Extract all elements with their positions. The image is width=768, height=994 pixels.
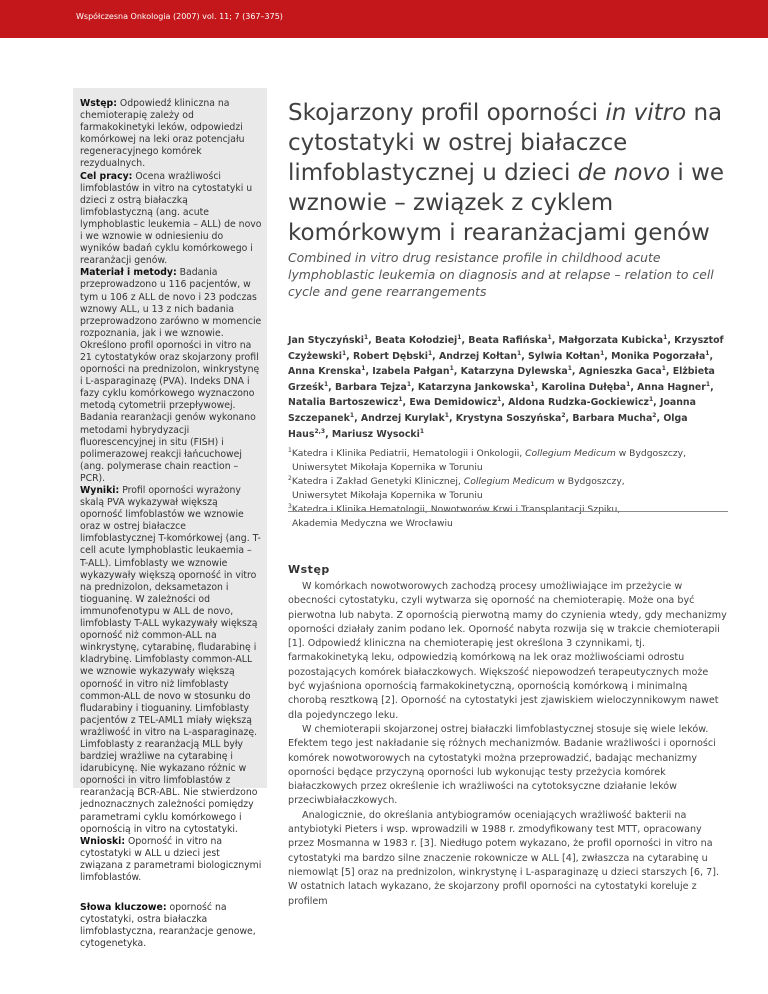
abstract-intro-label: Wstęp: bbox=[80, 98, 117, 109]
author-affiliation-mark: 1 bbox=[323, 380, 329, 388]
author-affiliation-mark: 1 bbox=[663, 333, 668, 341]
affiliation-line bbox=[288, 503, 728, 517]
author-name: Anna Krenska bbox=[288, 366, 362, 378]
author-name: Barbara Mucha bbox=[572, 412, 653, 424]
author-affiliation-mark: 1 bbox=[406, 380, 412, 388]
author-name: Beata Kołodziej bbox=[374, 335, 458, 346]
affiliation-line: Uniwersytet Mikołaja Kopernika w Toruniu bbox=[292, 489, 483, 501]
author-name: Sylwia Kołtan bbox=[528, 350, 601, 362]
section-heading: Wstęp bbox=[288, 563, 330, 576]
author-affiliation-mark: 1 bbox=[363, 333, 369, 341]
author-name: Małgorzata Kubicka bbox=[558, 335, 664, 346]
affiliation-text: Katedra i Klinika Hematologii, Nowotworów Krwi i Transplantacji Szpiku, bbox=[291, 503, 621, 515]
abstract-methods bbox=[80, 267, 262, 485]
abstract-aim bbox=[80, 171, 262, 268]
author-affiliation-mark: 2,3 bbox=[314, 427, 326, 435]
author-name: Anna Hagner bbox=[637, 381, 706, 393]
affiliation-number: 1 bbox=[288, 446, 292, 454]
title-part-italic: in vitro bbox=[605, 100, 687, 126]
author-name: Olga Haus bbox=[288, 412, 688, 440]
author-name: Andrzej Kurylak bbox=[360, 412, 445, 424]
abstract-intro bbox=[80, 98, 262, 171]
abstract-methods-text: Badania przeprowadzono u 116 pacjentów, w tym u 106 z ALL de novo i 23 podczas wznowy ALL, u 13 z nich badania przeprowadzono zarówno w momencie rozpoznania, jak i we wznowie. Określono profil oporności in vitro na 21 cytostatyków oraz skojarzony profil oporności na prednizolon, winkrystynę i L-asparaginazę (PVA). Indeks DNA i fazy cyklu komórkowego wyznaczono metodą cytometrii przepływowej. Badania rearanżacji genów wykonano metodami hybrydyzacji fluorescencyjnej in situ (FISH) i polimerazowej reakcji łańcuchowej (ang. polymerase chain reaction – PCR). bbox=[80, 267, 262, 484]
body-paragraph: W chemioterapii skojarzonej ostrej białaczki limfoblastycznej stosuje się wiele leków. Efektem tego jest nakładanie się różnych mechanizmów. Badanie wrażliwości i oporności komórek nowotworowych na cytostatyki można przeprowadzić, badając mechanizmy oporności będące przyczyną oporności lub wykonując testy przeżycia komórek białaczkowych przez określenie ich wrażliwości na cytotoksyczne działanie leków przeciwbiałaczkowych. bbox=[288, 723, 716, 807]
abstract-keywords-text: oporność na cytostatyki, ostra białaczka limfoblastyczna, rearanżacje genowe, cytogenetyka. bbox=[80, 902, 256, 950]
author-name: Barbara Tejza bbox=[334, 381, 407, 393]
body-paragraph: W komórkach nowotworowych zachodzą procesy umożliwiające im przeżycie w obecności cytostatyku, czyli wytwarza się oporność na chemioterapię. Może ona być pierwotna lub nabyta. Z opornością pierwotną mamy do czynienia wtedy, gdy mechanizmy oporności działały zanim podano lek. Oporność nabyta rozwija się w trakcie chemioterapii [1]. Odpowiedź kliniczna na chemioterapię jest określona 3 czynnikami, tj. farmakokinetyką leku, odpowiedzią komórkową na lek oraz możliwościami odrostu pozostających komórek białaczkowych. Większość niepowodzeń terapeutycznych może być wyjaśniona opornością farmakokinetyczną, opornością komórkową i minimalną chorobą resztkową [2]. Oporność na cytostatyki jest zjawiskiem wieloczynnikowym nawet dla pojedynczego leku. bbox=[288, 581, 727, 721]
author-affiliation-mark: 1 bbox=[661, 365, 666, 373]
author-affiliation-mark: 1 bbox=[567, 365, 572, 373]
title-part: na cytostatyki w ostrej białaczce limfoblastycznej u dzieci bbox=[288, 100, 723, 186]
author-name: Agnieszka Gaca bbox=[578, 366, 662, 378]
affiliation-number: 2 bbox=[288, 474, 292, 482]
affiliation-italic: Collegium Medicum bbox=[463, 475, 555, 487]
author-affiliation-mark: 1 bbox=[457, 333, 462, 341]
author-affiliation-mark: 2 bbox=[652, 411, 657, 419]
english-title: Combined in vitro drug resistance profile in childhood acute lymphoblastic leukemia on diagnosis and at relapse – relation to cell cycle and gene rearrangements bbox=[288, 250, 714, 300]
affiliation-text: w Bydgoszczy, bbox=[615, 448, 687, 459]
author-name: Krzysztof Czyżewski bbox=[288, 335, 724, 362]
author-name: Karolina Dułęba bbox=[541, 381, 627, 393]
author-affiliation-mark: 1 bbox=[648, 396, 654, 404]
author-name: Monika Pogorzała bbox=[611, 350, 706, 362]
author-affiliation-mark: 1 bbox=[427, 349, 433, 357]
affiliation-line bbox=[288, 475, 728, 489]
author-affiliation-mark: 1 bbox=[444, 411, 449, 419]
affiliation-number: 3 bbox=[288, 502, 292, 510]
abstract-intro-text: Odpowiedź kliniczna na chemioterapię zależy od farmakokinetyki leków, odpowiedzi komórkowej na leki oraz potencjału regeneracyjnego komórek rezydualnych. bbox=[80, 98, 245, 170]
affiliation-text: Katedra i Klinika Pediatrii, Hematologii i Onkologii, bbox=[291, 448, 526, 459]
affiliations bbox=[288, 447, 728, 530]
article-title bbox=[288, 98, 728, 248]
affiliation-line: Uniwersytet Mikołaja Kopernika w Toruniu bbox=[292, 461, 483, 473]
body-text bbox=[288, 580, 728, 909]
author-name: Natalia Bartoszewicz bbox=[288, 397, 399, 409]
abstract-keywords bbox=[80, 902, 262, 950]
author-name: Krystyna Soszyńska bbox=[455, 412, 562, 424]
journal-header-bar bbox=[0, 0, 768, 38]
author-name: Beata Rafińska bbox=[468, 335, 548, 346]
affiliation-text: Katedra i Zakład Genetyki Klinicznej, bbox=[291, 475, 464, 487]
abstract-conclusions-label: Wnioski: bbox=[80, 835, 126, 847]
author-affiliation-mark: 1 bbox=[398, 396, 403, 404]
author-name: Joanna Szczepanek bbox=[288, 397, 696, 424]
title-part: Skojarzony profil oporności bbox=[288, 100, 606, 126]
abstract-text bbox=[80, 98, 262, 950]
author-affiliation-mark: 1 bbox=[449, 365, 454, 373]
author-affiliation-mark: 1 bbox=[705, 349, 710, 357]
abstract-results-label: Wyniki: bbox=[80, 485, 120, 496]
author-name: Katarzyna Jankowska bbox=[417, 381, 531, 393]
abstract-aim-text: Ocena wrażliwości limfoblastów in vitro na cytostatyki u dzieci z ostrą białaczką limfoblastyczną (ang. acute lymphoblastic leukemia – ALL) de novo i we wznowie w odniesieniu do wyników badań cyklu komórkowego i rearanżacji genów. bbox=[80, 170, 262, 267]
affiliation-line bbox=[288, 447, 728, 461]
abstract-methods-label: Materiał i metody: bbox=[80, 267, 177, 279]
author-affiliation-mark: 1 bbox=[497, 396, 502, 404]
author-affiliation-mark: 1 bbox=[547, 333, 552, 341]
affiliation-line: Akademia Medyczna we Wrocławiu bbox=[292, 517, 453, 529]
body-paragraph: Analogicznie, do określania antybiogramów oceniających wrażliwość bakterii na antybiotyki Pieters i wsp. wprowadzili w 1988 r. zmodyfikowany test MTT, opracowany przez Mosmanna w 1983 r. [3]. Niedługo potem wykazano, że profil oporności in vitro na cytostatyki ma bardzo silne znaczenie rokownicze w ALL [4], zwłaszcza na cytarabinę u niemowląt [5] oraz na prednizolon, winkrystynę i L-asparaginazę u dzieci starszych [6, 7]. W ostatnich latach wykazano, że skojarzony profil oporności na cytostatyki koreluje z profilem bbox=[288, 809, 719, 907]
author-name: Jan Styczyński bbox=[288, 335, 364, 346]
abstract-keywords-label: Słowa kluczowe: bbox=[80, 902, 167, 914]
author-name: Katarzyna Dylewska bbox=[460, 366, 568, 378]
abstract-results-text: Profil oporności wyrażony skalą PVA wykazywał większą oporność limfoblastów we wznowie oraz w ostrej białaczce limfoblastycznej T-komórkowej (ang. T-cell acute lymphoblastic leukaemia – T-ALL). Limfoblasty we wznowie wykazywały większą oporność in vitro na prednizolon, deksametazon i tioguaninę. W zależności od immunofenotypu w ALL de novo, limfoblasty T-ALL wykazywały większą oporność niż common-ALL na winkrystynę, cytarabinę, fludarabinę i kladrybinę. Limfoblasty common-ALL we wznowie wykazywały większą oporność in vitro niż limfoblasty common-ALL de novo w stosunku do fludarabiny i tioguaniny. Limfoblasty pacjentów z TEL-AML1 miały większą wrażliwość in vitro na L-asparaginazę. Limfoblasty z rearanżacją MLL były bardziej wrażliwe na cytarabinę i idarubicynę. Nie wykazano różnic w oporności in vitro limfoblastów z rearanżacją BCR-ABL. Nie stwierdzono jednoznacznych zależności pomiędzy parametrami cyklu komórkowego i opornością in vitro na cytostatyki. bbox=[80, 485, 261, 835]
author-affiliation-mark: 2 bbox=[561, 411, 566, 419]
author-affiliation-mark: 1 bbox=[600, 349, 605, 357]
abstract-conclusions bbox=[80, 836, 262, 884]
divider bbox=[288, 511, 728, 512]
author-name: Mariusz Wysocki bbox=[331, 428, 420, 440]
affiliation-italic: Collegium Medicum bbox=[525, 448, 616, 459]
author-affiliation-mark: 1 bbox=[341, 349, 347, 357]
author-affiliation-mark: 1 bbox=[705, 380, 711, 388]
author-name: Aldona Rudzka-Gockiewicz bbox=[508, 397, 649, 409]
author-list: Jan Styczyński$^1$, Beata Kołodziej$^1$, Beata Rafińska$^1$, Małgorzata Kubicka$^1$, Krzysztof Czyżewski$^1$, Robert Dębski$^1$, Andrzej Kołtan$^1$, Sylwia Kołtan$^1$, Monika Pogorzała$^1$, Anna Krenska$^1$, Izabela Pałgan$^1$, Katarzyna Dylewska$^1$, Agnieszka Gaca$^1$, Elżbieta Grześk$^1$, Barbara Tejza$^1$, Katarzyna Jankowska$^1$, Karolina Dułęba$^1$, Anna Hagner$^1$, Natalia Bartoszewicz$^1$, Ewa Demidowicz$^1$, Aldona Rudzka-Gockiewicz$^1$, Joanna Szczepanek$^1$, Andrzej Kurylak$^1$, Krystyna Soszyńska$^2$, Barbara Mucha$^2$, Olga Haus$^{2,3}$, Mariusz Wysocki$^1$ bbox=[288, 333, 724, 440]
author-name: Ewa Demidowicz bbox=[409, 397, 498, 409]
affiliation-text: w Bydgoszczy, bbox=[554, 475, 625, 487]
author-affiliation-mark: 1 bbox=[349, 411, 355, 419]
author-name: Izabela Pałgan bbox=[372, 366, 450, 378]
author-affiliation-mark: 1 bbox=[361, 365, 366, 373]
abstract-aim-label: Cel pracy: bbox=[80, 170, 133, 182]
title-part: i we wznowie – związek z cyklem komórkowym i rearanżacjami genów bbox=[288, 160, 725, 246]
journal-citation: Współczesna Onkologia (2007) vol. 11; 7 (367–375) bbox=[76, 12, 283, 21]
abstract-conclusions-text: Oporność in vitro na cytostatyki w ALL u dzieci jest związana z parametrami biologicznymi limfoblastów. bbox=[80, 835, 262, 883]
author-affiliation-mark: 1 bbox=[626, 380, 631, 388]
author-affiliation-mark: 1 bbox=[517, 349, 522, 357]
author-name: Andrzej Kołtan bbox=[438, 350, 518, 362]
author-affiliation-mark: 1 bbox=[530, 380, 535, 388]
title-part-italic: de novo bbox=[577, 160, 671, 186]
abstract-results bbox=[80, 485, 262, 836]
author-affiliation-mark: 1 bbox=[419, 427, 425, 435]
author-name: Robert Dębski bbox=[352, 350, 428, 362]
author-name: Elżbieta Grześk bbox=[288, 366, 715, 393]
